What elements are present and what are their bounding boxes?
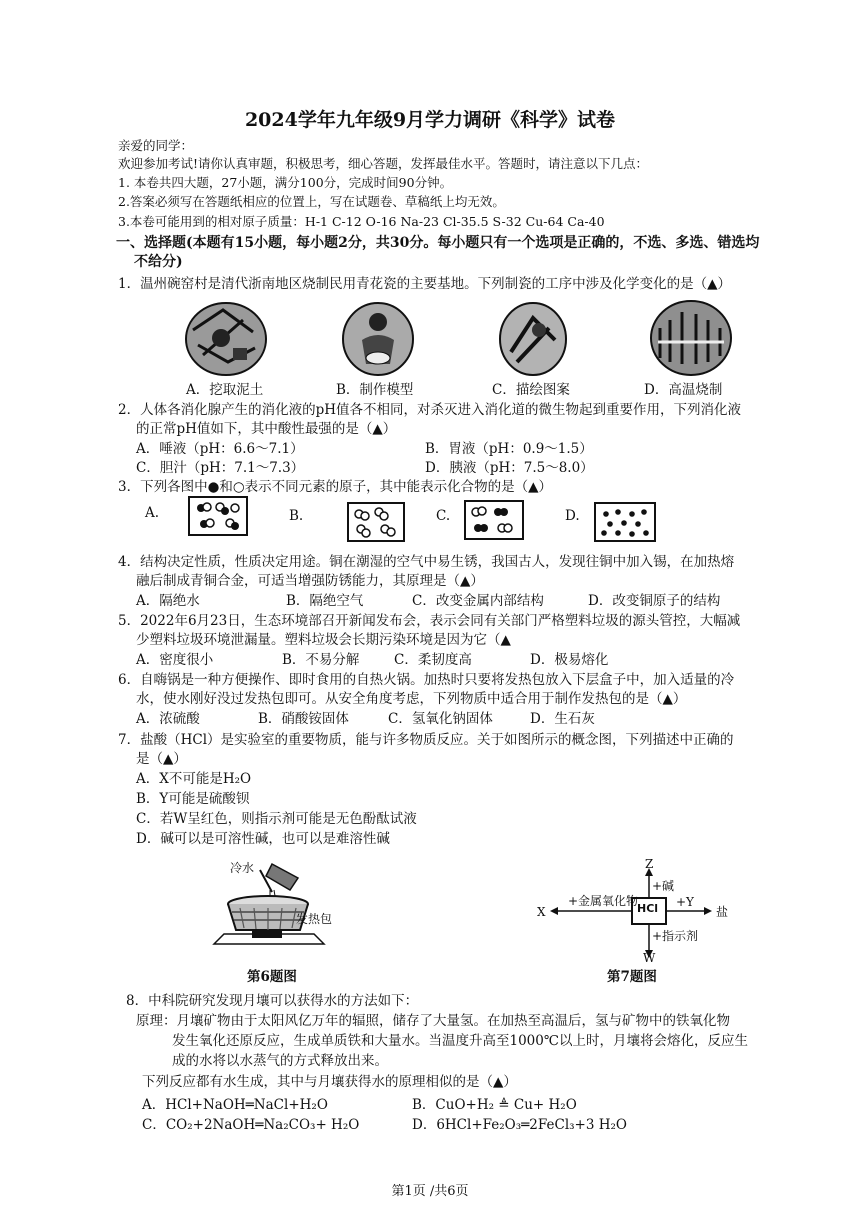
q8-principle-2: 发生氧化还原反应，生成单质铁和大量水。当温度升高至1000℃以上时，月壤将会熔化，反应生 xyxy=(172,1033,748,1049)
note-2: 2.答案必须写在答题纸相应的位置上，写在试题卷、草稿纸上均无效。 xyxy=(118,194,505,209)
fig7-center-hcl: HCl xyxy=(637,902,659,915)
q1-image-c xyxy=(497,300,569,378)
page-title: 2024学年九年级9月学力调研《科学》试卷 xyxy=(244,109,616,131)
q6-option-d: D．生石灰 xyxy=(530,711,595,727)
q8-option-d: D．6HCl+Fe₂O₃═2FeCl₃+3 H₂O xyxy=(412,1117,627,1133)
q1-option-a: A．挖取泥土 xyxy=(186,382,264,398)
fig7-w: W xyxy=(643,951,656,965)
q3-label-a: A. xyxy=(145,505,160,521)
q6-option-c: C．氢氧化钠固体 xyxy=(388,711,493,727)
question-5-stem-cont: 少塑料垃圾环境泄漏量。塑料垃圾会长期污染环境是因为它（▲ xyxy=(136,632,511,648)
fig7-salt: 盐 xyxy=(716,905,729,919)
question-8-stem: 8．中科院研究发现月壤可以获得水的方法如下： xyxy=(126,993,419,1009)
page-number: 第1页 /共6页 xyxy=(391,1184,469,1199)
q2-option-b: B．胃液（pH：0.9～1.5） xyxy=(425,441,593,457)
q8-option-b: B．CuO+H₂ ≜ Cu+ H₂O xyxy=(412,1097,577,1113)
fig6-caption: 第6题图 xyxy=(247,969,297,985)
question-7-stem: 7．盐酸（HCl）是实验室的重要物质，能与许多物质反应。关于如图所示的概念图，下列描述中正确的 xyxy=(118,732,734,748)
q6-option-b: B．硝酸铵固体 xyxy=(258,711,349,727)
fig7-metal-oxide: +金属氧化物 xyxy=(568,894,639,908)
q3-label-c: C. xyxy=(436,508,451,524)
q3-box-c xyxy=(464,500,524,540)
q5-option-b: B．不易分解 xyxy=(282,652,360,668)
fig6-pack-label: 发热包 xyxy=(296,912,333,926)
question-5-stem: 5．2022年6月23日，生态环境部召开新闻发布会，表示会同有关部门严格塑料垃圾的源头管控，大幅减 xyxy=(118,613,741,629)
q8-question: 下列反应都有水生成，其中与月壤获得水的原理相似的是（▲） xyxy=(142,1074,517,1090)
fig7-z: Z xyxy=(645,857,654,871)
q5-option-c: C．柔韧度高 xyxy=(394,652,472,668)
q1-option-c: C．描绘图案 xyxy=(492,382,570,398)
greeting: 亲爱的同学： xyxy=(118,138,194,153)
q4-option-a: A．隔绝水 xyxy=(136,593,200,609)
q8-principle-3: 成的水将以水蒸气的方式释放出来。 xyxy=(172,1053,388,1069)
q1-option-b: B．制作模型 xyxy=(336,382,414,398)
q7-option-a: A．X不可能是H₂O xyxy=(136,771,252,787)
q8-option-c: C．CO₂+2NaOH═Na₂CO₃+ H₂O xyxy=(142,1117,360,1133)
q8-principle-1: 原理：月壤矿物由于太阳风亿万年的辐照，储存了大量氢。在加热至高温后，氢与矿物中的铁氧化物 xyxy=(136,1013,730,1029)
fig7-x: X xyxy=(537,905,546,919)
q5-option-a: A．密度很小 xyxy=(136,652,214,668)
q7-option-b: B．Y可能是硫酸钡 xyxy=(136,791,250,807)
question-3-stem: 3．下列各图中●和○表示不同元素的原子，其中能表示化合物的是（▲） xyxy=(118,479,553,495)
note-3: 3.本卷可能用到的相对原子质量：H-1 C-12 O-16 Na-23 Cl-35.5 S-32 Cu-64 Ca-40 xyxy=(118,214,605,229)
q7-option-c: C．若W呈红色，则指示剂可能是无色酚酞试液 xyxy=(136,811,417,827)
section-heading-cont: 不给分) xyxy=(134,254,183,270)
question-2-stem-cont: 的正常pH值如下，其中酸性最强的是（▲） xyxy=(136,421,397,437)
fig6-heating-pot xyxy=(210,858,333,948)
section-heading: 一、选择题(本题有15小题，每小题2分，共30分。每小题只有一个选项是正确的，不选、多选、错选均 xyxy=(116,235,760,251)
q1-image-b xyxy=(340,300,416,378)
question-1-stem: 1．温州碗窑村是清代浙南地区烧制民用青花瓷的主要基地。下列制瓷的工序中涉及化学变化的是（▲） xyxy=(118,276,731,292)
q8-option-a: A．HCl+NaOH═NaCl+H₂O xyxy=(142,1097,328,1113)
question-4-stem-cont: 融后制成青铜合金，可适当增强防锈能力，其原理是（▲） xyxy=(136,573,484,589)
fig7-base: +碱 xyxy=(652,879,675,893)
q3-box-a xyxy=(188,496,248,536)
question-2-stem: 2．人体各消化腺产生的消化液的pH值各不相同，对杀灭进入消化道的微生物起到重要作用，下列消化液 xyxy=(118,402,742,418)
q2-option-d: D．胰液（pH：7.5～8.0） xyxy=(425,460,594,476)
q2-option-c: C．胆汁（pH：7.1～7.3） xyxy=(136,460,305,476)
intro-text: 欢迎参加考试!请你认真审题，积极思考，细心答题，发挥最佳水平。答题时，请注意以下几点： xyxy=(118,156,649,171)
q7-option-d: D．碱可以是可溶性碱，也可以是难溶性碱 xyxy=(136,831,390,847)
q3-box-d xyxy=(594,502,656,542)
question-6-stem-cont: 水，使水刚好没过发热包即可。从安全角度考虑，下列物质中适合用于制作发热包的是（▲） xyxy=(136,691,687,707)
q3-label-b: B. xyxy=(289,508,304,524)
q2-option-a: A．唾液（pH：6.6～7.1） xyxy=(136,441,304,457)
q1-option-d: D．高温烧制 xyxy=(644,382,723,398)
q1-image-d xyxy=(648,298,734,378)
question-7-stem-cont: 是（▲） xyxy=(136,751,187,767)
question-6-stem: 6．自嗨锅是一种方便操作、即时食用的自热火锅。加热时只要将发热包放入下层盒子中，加入适量的冷 xyxy=(118,672,735,688)
fig7-indicator: +指示剂 xyxy=(652,929,699,943)
q6-option-a: A．浓硫酸 xyxy=(136,711,200,727)
q3-box-b xyxy=(347,502,405,542)
fig7-caption: 第7题图 xyxy=(607,969,657,985)
q5-option-d: D．极易熔化 xyxy=(530,652,609,668)
q1-image-a xyxy=(183,300,269,378)
question-4-stem: 4．结构决定性质，性质决定用途。铜在潮湿的空气中易生锈，我国古人，发现往铜中加入锡，在加热熔 xyxy=(118,554,735,570)
q4-option-c: C．改变金属内部结构 xyxy=(412,593,544,609)
q3-label-d: D. xyxy=(565,508,580,524)
note-1: 1. 本卷共四大题，27小题，满分100分，完成时间90分钟。 xyxy=(118,175,453,190)
fig6-water-label: 冷水 xyxy=(230,861,255,875)
q4-option-b: B．隔绝空气 xyxy=(286,593,364,609)
q4-option-d: D．改变铜原子的结构 xyxy=(588,593,721,609)
fig7-y: +Y xyxy=(676,895,694,909)
